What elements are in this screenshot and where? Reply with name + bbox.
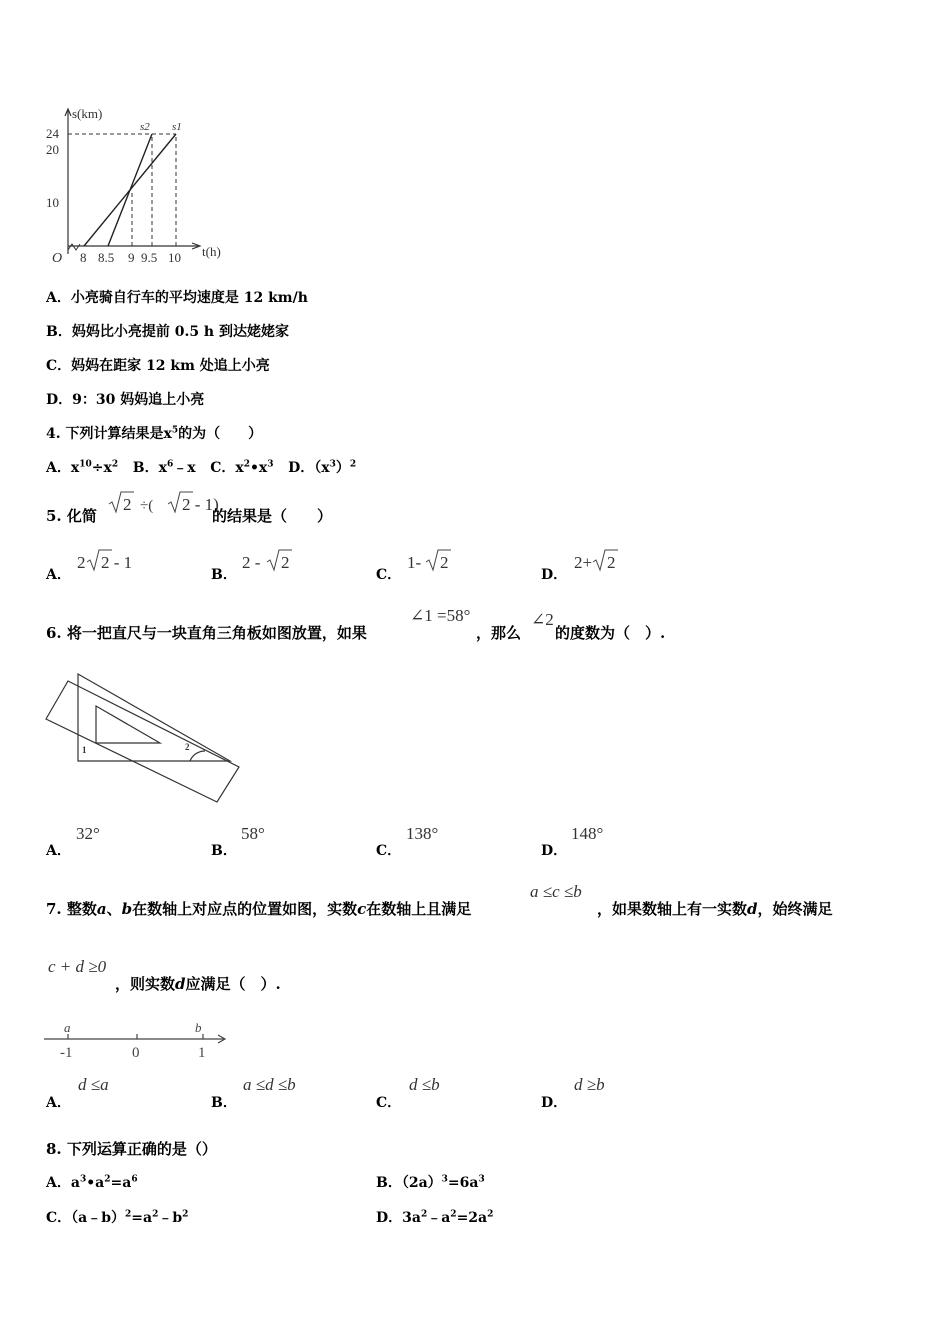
q7-option-b-letter[interactable]: B． [211, 1095, 237, 1111]
q5-stem-prefix: 5. 化简 [46, 507, 97, 525]
q6-stem-prefix: 6. 将一把直尺与一块直角三角板如图放置，如果 [46, 624, 367, 642]
q4-option-b[interactable]: B．$x^6﹣x$ [132, 459, 196, 476]
q7-stem-tail: ，如果数轴上有一实数d，始终满足 [597, 900, 833, 918]
x-tick-8-5: 8.5 [98, 250, 115, 265]
q7-option-b-value[interactable]: a ≤d ≤b [243, 1075, 296, 1094]
svg-text:2: 2 [123, 495, 132, 514]
svg-text:2: 2 [607, 553, 616, 572]
x-axis-label: t(h) [202, 244, 221, 259]
distance-time-graph [40, 104, 250, 269]
svg-text:÷(: ÷( [140, 498, 154, 514]
x-tick-8: 8 [80, 250, 87, 265]
q3-option-c[interactable]: C．妈妈在距家 12 km 处追上小亮 [46, 358, 270, 374]
q7-option-c-value[interactable]: d ≤b [409, 1075, 440, 1094]
q8-option-a[interactable]: A．$a^3•a^2=a^6$ [46, 1174, 138, 1191]
svg-text:2: 2 [77, 553, 86, 572]
angle2-expression: ∠2 [531, 610, 554, 629]
y-tick-24: 24 [46, 126, 59, 141]
q5-option-a-letter[interactable]: A． [46, 567, 71, 583]
q5-stem-suffix: 的结果是（ ） [212, 507, 333, 525]
q6-stem-suffix: 的度数为（ ）. [555, 624, 666, 642]
q5-option-d-value[interactable] [571, 546, 631, 576]
q8-stem: 8. 下列运算正确的是（） [46, 1140, 217, 1158]
y-axis-label: s(km) [72, 106, 103, 121]
q5-option-c-letter[interactable]: C． [376, 567, 402, 583]
q5-option-d-letter[interactable]: D． [541, 567, 568, 583]
q4-options [46, 457, 356, 477]
ruler-triangle-figure [40, 668, 240, 808]
q4-option-a[interactable]: A．$x^{10}\div x^2$ [46, 459, 119, 476]
q7-option-c-letter[interactable]: C． [376, 1095, 402, 1111]
s2-label: s2 [140, 121, 150, 133]
tick-neg1: -1 [60, 1045, 73, 1061]
angle2-label: 2 [185, 742, 190, 752]
q6-option-b-value[interactable]: 58° [241, 824, 265, 843]
q6-option-a-value[interactable]: 32° [76, 824, 100, 843]
q5-option-a-value[interactable] [74, 546, 144, 576]
q4-stem-power: $x^5$ [163, 425, 179, 442]
q5-option-b-value[interactable] [239, 546, 299, 576]
svg-text:2+: 2+ [574, 553, 593, 572]
s2-line [108, 134, 152, 246]
angle1-expression: ∠1 =58° [410, 606, 471, 625]
q7-stem-line1: 7. 整数a、b在数轴上对应点的位置如图，实数c在数轴上且满足 [46, 900, 472, 918]
q3-option-b[interactable]: B．妈妈比小亮提前 0.5 h 到达姥姥家 [46, 324, 289, 340]
point-b-label: b [195, 1020, 202, 1035]
q4-option-c[interactable]: C．$x^2•x^3$ [210, 459, 274, 476]
svg-text:2 - 1: 2 - 1 [101, 553, 133, 572]
q7-condition2: c + d ≥0 [48, 957, 107, 976]
tick-1: 1 [198, 1045, 206, 1061]
triangle-outer [78, 674, 230, 761]
q3-option-d[interactable]: D．9：30 妈妈追上小亮 [46, 392, 205, 408]
x-tick-9: 9 [128, 250, 135, 265]
q6-option-a-letter[interactable]: A． [46, 843, 71, 859]
q5-option-b-letter[interactable]: B． [211, 567, 237, 583]
q7-condition1: a ≤c ≤b [530, 882, 582, 901]
q6-option-c-value[interactable]: 138° [406, 824, 439, 843]
q6-option-b-letter[interactable]: B． [211, 843, 237, 859]
q7-stem-line2: ，则实数d应满足（ ）. [115, 975, 281, 993]
x-tick-10: 10 [168, 250, 181, 265]
svg-text:2: 2 [281, 553, 290, 572]
number-line [40, 1012, 230, 1062]
q8-option-b[interactable]: B．$(2a)^3=6a^3$ [376, 1174, 485, 1191]
q8-option-d[interactable]: D．$3a^2﹣a^2=2a^2$ [376, 1209, 494, 1226]
angle2-arc [190, 751, 205, 761]
origin-label: O [52, 251, 63, 266]
q6-option-d-letter[interactable]: D． [541, 843, 568, 859]
point-a-label: a [64, 1020, 71, 1035]
q4-stem [46, 423, 262, 443]
q3-option-a[interactable]: A．小亮骑自行车的平均速度是 12 km/h [46, 290, 308, 306]
y-tick-10: 10 [46, 195, 59, 210]
angle1-label: 1 [82, 745, 87, 755]
q7-option-a-value[interactable]: d ≤a [78, 1075, 109, 1094]
svg-text:2 -: 2 - [242, 553, 261, 572]
svg-text:2: 2 [440, 553, 449, 572]
q5-expression [106, 488, 219, 520]
q6-stem-middle: ，那么 [476, 624, 522, 642]
q7-option-d-letter[interactable]: D． [541, 1095, 568, 1111]
svg-text:2 - 1): 2 - 1) [182, 495, 219, 514]
y-tick-20: 20 [46, 142, 59, 157]
q7-option-a-letter[interactable]: A． [46, 1095, 71, 1111]
q6-option-d-value[interactable]: 148° [571, 824, 604, 843]
x-tick-9-5: 9.5 [141, 250, 158, 265]
q7-option-d-value[interactable]: d ≥b [574, 1075, 605, 1094]
q5-option-c-value[interactable] [404, 546, 464, 576]
q6-option-c-letter[interactable]: C． [376, 843, 402, 859]
ruler [46, 681, 239, 802]
q4-stem-suffix: 的为（ ） [178, 426, 263, 442]
tick-0: 0 [132, 1045, 140, 1061]
q8-option-c[interactable]: C．$(a﹣b)^2=a^2﹣b^2$ [46, 1209, 189, 1226]
s1-label: s1 [172, 121, 182, 133]
svg-text:1-: 1- [407, 553, 422, 572]
q4-stem-prefix: 4. 下列计算结果是 [46, 426, 164, 442]
q4-option-d[interactable]: D．$(x^3)^2$ [288, 459, 357, 476]
